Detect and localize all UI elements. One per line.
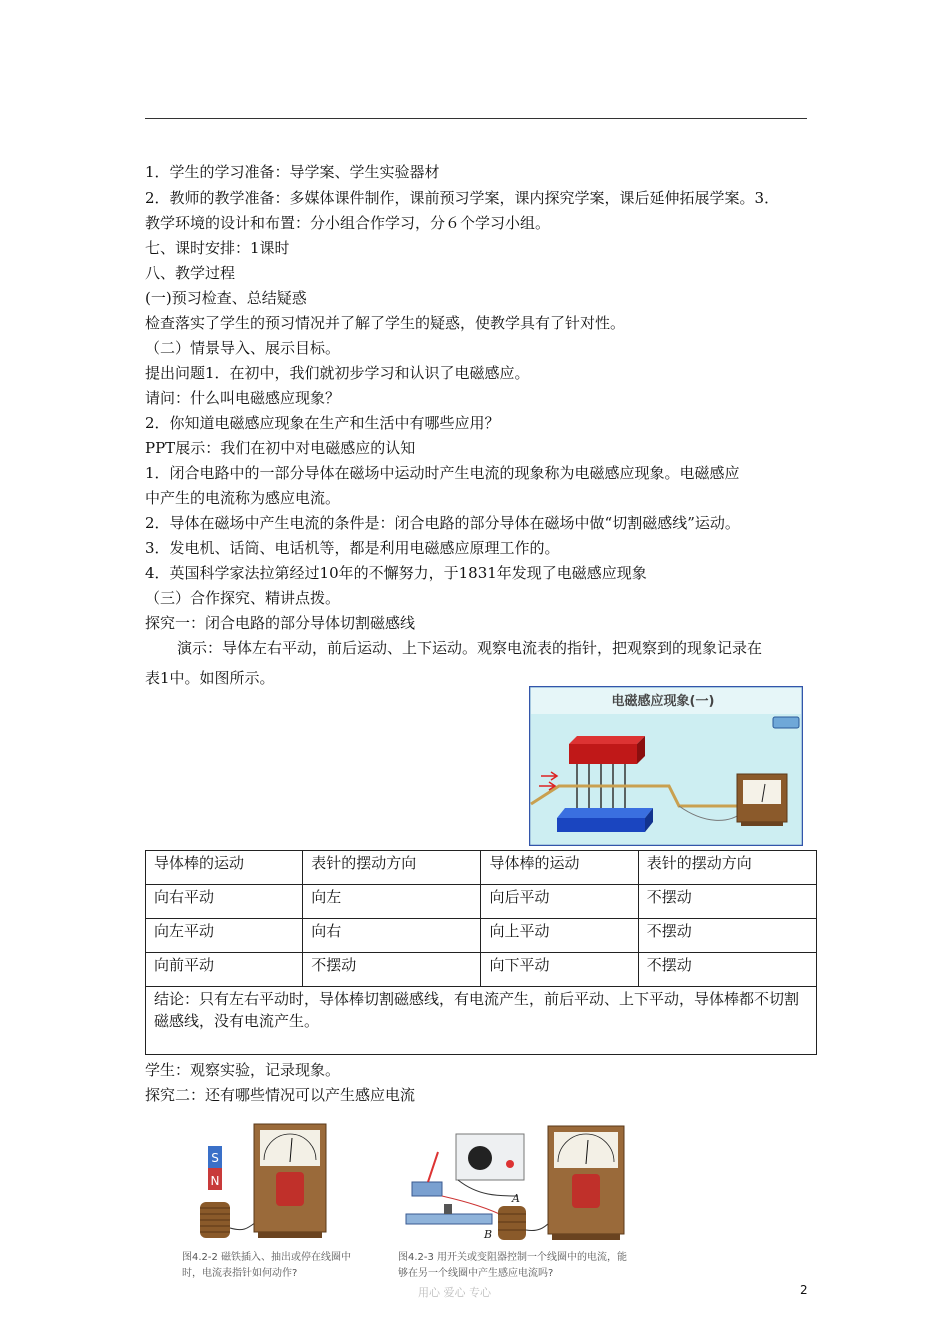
figure-caption: 图4.2-2 磁铁插入、抽出或停在线圈中时，电流表指针如何动作? (182, 1252, 352, 1279)
table-row (146, 953, 817, 987)
table-cell: 向右 (303, 919, 481, 953)
subsection-heading: （二）情景导入、展示目标。 (145, 339, 341, 357)
table-cell: 不摆动 (303, 953, 481, 987)
header-rule (145, 118, 807, 119)
paragraph: 请问：什么叫电磁感应现象？ (145, 389, 341, 407)
subsection-heading: （三）合作探究、精讲点拨。 (145, 589, 341, 607)
table-cell: 不摆动 (638, 953, 816, 987)
paragraph: 4．英国科学家法拉第经过10年的不懈努力，于1831年发现了电磁感应现象 (145, 564, 647, 582)
paragraph: 2．你知道电磁感应现象在生产和生活中有哪些应用？ (145, 414, 500, 432)
paragraph: 3．发电机、话筒、电话机等，都是利用电磁感应原理工作的。 (145, 539, 560, 557)
section-heading: 八、教学过程 (145, 264, 236, 282)
table-cell: 向左平动 (146, 919, 303, 953)
paragraph: 演示：导体左右平动，前后运动、上下运动。观察电流表的指针，把观察到的现象记录在 (177, 639, 763, 657)
footer-text: 用心 爱心 专心 (418, 1286, 491, 1299)
paragraph: 学生：观察实验，记录现象。 (145, 1061, 341, 1079)
subsection-heading: (一)预习检查、总结疑惑 (145, 289, 307, 307)
table-cell: 向前平动 (146, 953, 303, 987)
paragraph: 2．导体在磁场中产生电流的条件是：闭合电路的部分导体在磁场中做“切割磁感线”运动。 (145, 514, 740, 532)
paragraph: 检查落实了学生的预习情况并了解了学生的疑惑，使教学具有了针对性。 (145, 314, 626, 332)
table-header-cell: 表针的摆动方向 (303, 851, 481, 885)
nav-button-icon (773, 717, 799, 728)
magnet-n-label: N (210, 1174, 220, 1188)
magnet-s-label: S (211, 1151, 219, 1165)
table-cell: 不摆动 (638, 919, 816, 953)
paragraph: 中产生的电流称为感应电流。 (145, 489, 341, 507)
table-conclusion-row (146, 987, 817, 1055)
paragraph: 七、课时安排：1课时 (145, 239, 290, 257)
paragraph: 2．教师的教学准备：多媒体课件制作，课前预习学案，课内探究学案，课后延伸拓展学案。3． (145, 189, 780, 207)
figure-caption: 图4.2-3 用开关或变阻器控制一个线圈中的电流，能够在另一个线圈中产生感应电流吗? (398, 1252, 628, 1279)
induction-demo-figure (529, 686, 803, 846)
table-row (146, 885, 817, 919)
table-cell: 向右平动 (146, 885, 303, 919)
table-cell: 向左 (303, 885, 481, 919)
coil-a-label: A (512, 1192, 520, 1205)
table-row (146, 919, 817, 953)
paragraph: 1．闭合电路中的一部分导体在磁场中运动时产生电流的现象称为电磁感应现象。电磁感应 (145, 464, 740, 482)
paragraph: 1．学生的学习准备：导学案、学生实验器材 (145, 163, 440, 181)
table-header-cell: 导体棒的运动 (146, 851, 303, 885)
table-header-cell: 导体棒的运动 (481, 851, 638, 885)
figure-title: 电磁感应现象(一) (611, 694, 715, 709)
paragraph: 探究二：还有哪些情况可以产生感应电流 (145, 1086, 416, 1104)
table-header-row (146, 851, 817, 885)
two-coil-figure (398, 1122, 636, 1248)
paragraph: 提出问题1．在初中，我们就初步学习和认识了电磁感应。 (145, 364, 530, 382)
table-cell: 向后平动 (481, 885, 638, 919)
table-cell: 不摆动 (638, 885, 816, 919)
table-header-cell: 表针的摆动方向 (638, 851, 816, 885)
paragraph: 表1中。如图所示。 (145, 669, 275, 687)
observation-table (145, 850, 817, 1055)
table-conclusion: 结论：只有左右平动时，导体棒切割磁感线，有电流产生，前后平动、上下平动，导体棒都不切割磁感线，没有电流产生。 (146, 987, 817, 1055)
paragraph: 探究一：闭合电路的部分导体切割磁感线 (145, 614, 416, 632)
table-cell: 向下平动 (481, 953, 638, 987)
coil-b-label: B (484, 1228, 493, 1241)
paragraph: PPT展示：我们在初中对电磁感应的认知 (145, 439, 416, 457)
magnet-coil-figure (196, 1120, 352, 1248)
page-number: 2 (800, 1283, 808, 1297)
table-cell: 向上平动 (481, 919, 638, 953)
paragraph: 教学环境的设计和布置：分小组合作学习，分６个学习小组。 (145, 214, 551, 232)
